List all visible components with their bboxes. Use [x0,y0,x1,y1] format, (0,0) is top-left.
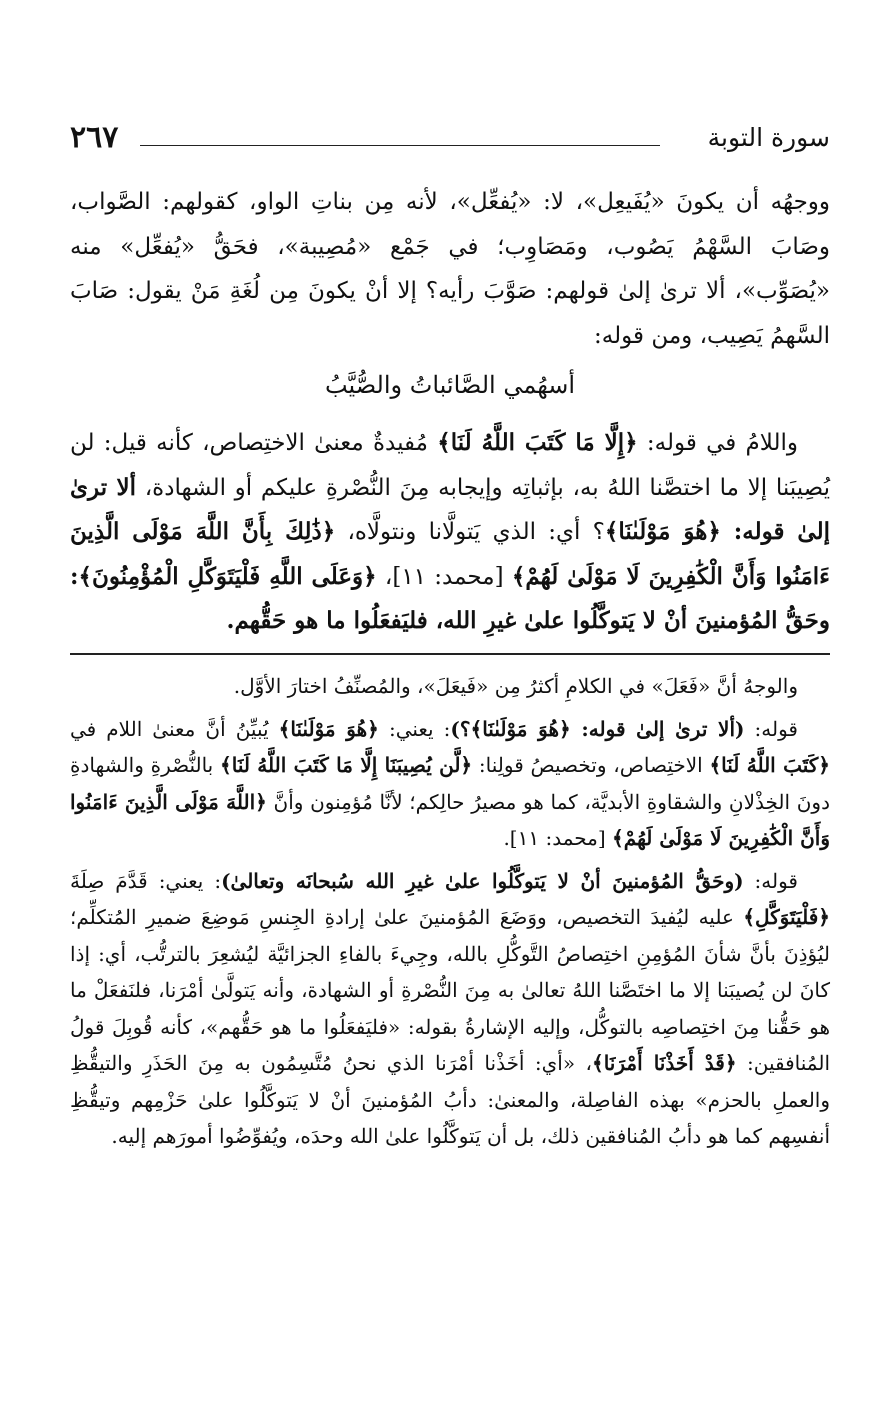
text-segment: ، «أي: أخَذْنا أمْرَنا الذي نحنُ مُتَّسِمُون به مِنَ الحَذَرِ والتيقُّظِ والعملِ بالحزم» بهذه الفاصِلة، والمعنىٰ: دأبُ المُؤمنينَ أنْ لا يَتوكَّلُوا علىٰ حَزْمِهم وتيقُّظِ أنفسِهم كما هو دأبُ المُنافقين ذلك، بل أن يَتوكَّلُوا علىٰ الله وحدَه، ويُفوِّضُوا أمورَهم إليه. [70,1051,830,1148]
quran-quote: ﴿كَتَبَ اللَّهُ لَنَا﴾ [709,753,831,777]
quran-quote: ﴿هُوَ مَوْلَىٰنَا﴾ [604,518,721,545]
page-number: ٢٦٧ [70,120,119,155]
quran-quote: ﴿قَدْ أَخَذْنَا أَمْرَنَا﴾ [591,1051,737,1075]
text-segment: ؟ أي: الذي يَتولَّانا ونتولَّاه، [335,519,605,545]
citation: [محمد: ١١]، [376,563,512,590]
main-paragraph-2 [70,421,830,644]
text-segment: واللامُ في قوله: [637,430,798,456]
bold-text: ؟) [450,716,471,741]
text-segment: : يعني: [378,716,451,741]
quran-quote: ﴿فَلْيَتَوَكَّلِ﴾ [743,905,830,929]
main-paragraph-1: ووجهُه أن يكونَ «يُفَيعِل»، لا: «يُفعِّل»، لأنه مِن بناتِ الواو، كقولهم: الصَّواب، وصَابَ السَّهْمُ يَصُوب، ومَصَاوِب؛ في جَمْع «مُصِيبة»، فحَقُّ «يُفعِّل» منه «يُصَوِّب»، ألا ترىٰ إلىٰ قولهم: صَوَّبَ رأيه؟ إلا أنْ يكونَ مِن لُغَةِ مَنْ يقول: صَابَ السَّهمُ يَصِيب، ومن قوله: [70,189,830,349]
text-segment: قوله: [743,868,798,893]
text-segment: مُفيدةٌ معنىٰ الاختِصاص، كأنه قيل: لن يُصِيبَنا إلا ما اختصَّنا اللهُ به، بإثباتِه وإيجابه مِنَ النُّصْرةِ عليكم أو الشهادة، [70,430,831,501]
text-segment: الاختِصاص، وتخصيصُ قولِنا: [472,753,710,777]
quran-quote: ﴿هُوَ مَوْلَىٰنَا﴾ [470,716,571,741]
text-segment: : يعني: قَدَّمَ صِلَةَ [70,868,222,893]
bold-text: ألا ترىٰ إلىٰ قوله: [70,473,830,545]
quran-quote: ﴿وَعَلَى اللَّهِ فَلْيَتَوَكَّلِ الْمُؤْمِنُونَ﴾ [78,562,377,590]
main-text [70,180,830,644]
text-segment: عليه ليُفيدَ التخصيص، ووَضَعَ المُؤمنينَ علىٰ إرادةِ الجِنسِ مَوضِعَ ضميرِ المُتكلِّم؛ ليُؤذِنَ بأنَّ شأنَ المُؤمِنِ اختِصاصُ التَّوكُّلِ بالله، وجِيءَ بالفاءِ الجزائيَّة ليُشعِرَ بالترتُّب، أي: إذا كانَ لن يُصيبَنا إلا ما اختَصَّنا اللهُ تعالىٰ به مِنَ النُّصْرةِ أو الشهادة، وأنه يَتولَّىٰ أمْرَنا، فلنَفعَلْ ما هو حَقُّنا مِنَ اختِصاصِه بالتوكُّل، وإليه الإشارةُ بقوله: «فليَفعَلُوا ما هو حَقُّهم»، كأنه قُوبِلَ قولُ المُنافقين: [70,905,831,1075]
note-paragraph-1: والوجهُ أنَّ «فَعَلَ» في الكلامِ أكثرُ مِن «فَيعَلَ»، والمُصنِّفُ اختارَ الأوَّل. [233,674,798,698]
text-segment: يُبيِّنُ أنَّ معنىٰ اللام في [70,716,279,741]
commentary-notes [70,668,830,1155]
note-paragraph-3 [70,863,830,1155]
bold-text: : وحَقُّ المُؤمنينَ أنْ لا يَتوكَّلُوا علىٰ غيرِ الله، فليَفعَلُوا ما هو حَقُّهم. [70,562,830,634]
bold-text: (ألا ترىٰ إلىٰ قوله: [570,716,745,741]
citation: [محمد: ١١]. [503,826,613,850]
quran-quote: ﴿هُوَ مَوْلَىٰنَا﴾ [278,716,379,741]
page-header [70,118,830,158]
text-segment: بالنُّصْرةِ والشهادةِ دونَ الخِذْلانِ والشقاوةِ الأبديَّة، كما هو مصيرُ حالِكم؛ لأنَّا مُؤمِنون وأنَّ [70,753,830,814]
surah-title: سورة التوبة [707,123,830,152]
poetry-verse: أسهُمي الصَّائباتُ والصُّيَّبُ [324,371,576,399]
footnote-divider [70,653,830,655]
bold-text: (وحَقُّ المُؤمنينَ أنْ لا يَتوكَّلُوا علىٰ غيرِ الله سُبحانَه وتعالىٰ) [221,868,744,893]
quran-quote: ﴿إِلَّا مَا كَتَبَ اللَّهُ لَنَا﴾ [437,429,638,456]
quran-quote: ﴿لَّن يُصِيبَنَا إِلَّا مَا كَتَبَ اللَّهُ لَنَا﴾ [220,753,473,777]
quran-quote: ﴿ذَٰلِكَ بِأَنَّ اللَّهَ مَوْلَى الَّذِينَ ءَامَنُوا وَأَنَّ الْكَٰفِرِينَ لَا مَوْلَىٰ لَهُمْ﴾ [70,518,830,590]
quran-quote: ﴿اللَّهَ مَوْلَى الَّذِينَ ءَامَنُوا وَأَنَّ الْكَٰفِرِينَ لَا مَوْلَىٰ لَهُمْ﴾ [70,789,830,850]
text-segment: قوله: [744,716,798,741]
note-paragraph-2 [70,711,830,857]
header-rule [140,145,660,146]
